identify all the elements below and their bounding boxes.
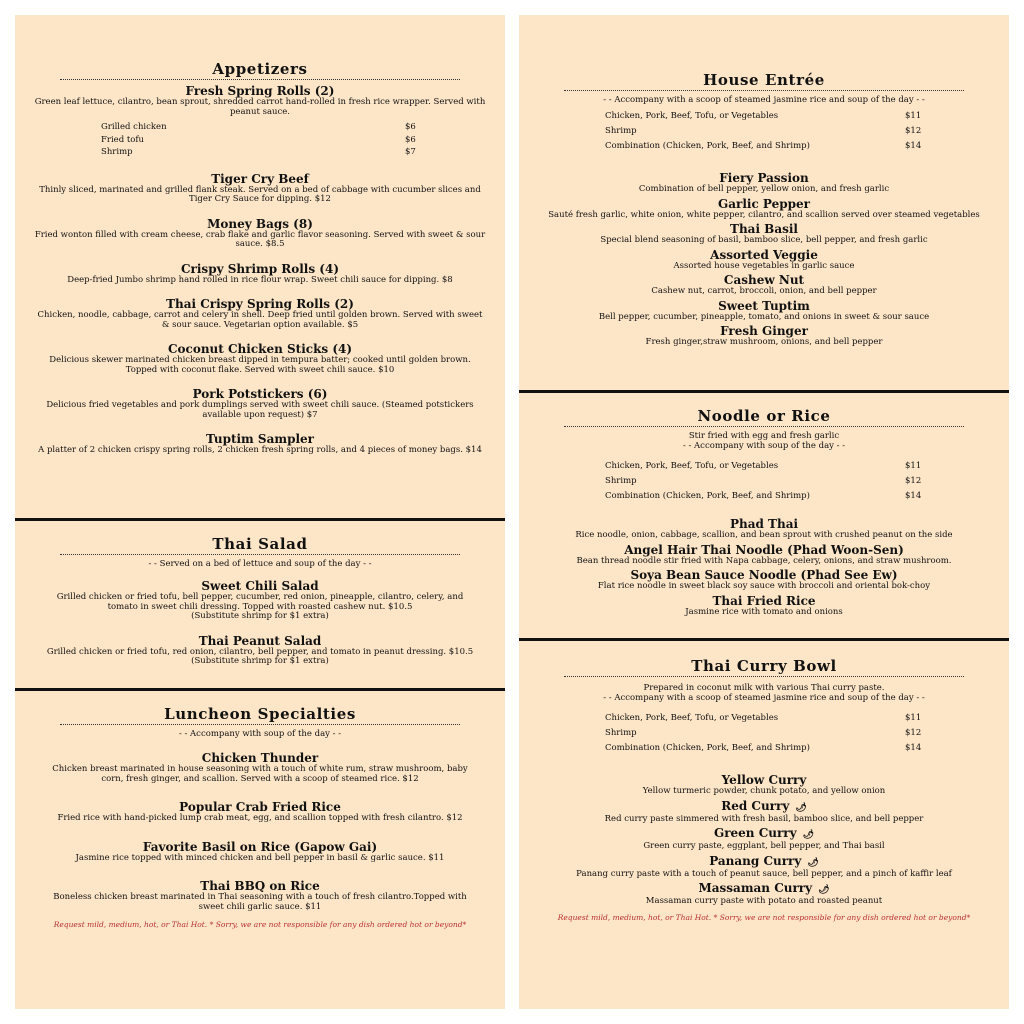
item-name: Fresh Spring Rolls (2) [185,84,335,98]
item-desc: Thinly sliced, marinated and grilled flank steak. Served on a bed of cabbage with cucumber slices and Tiger Cry Sauce for dipping. $12 [39,184,481,204]
item-name [519,855,1009,870]
menu-item [519,325,1009,348]
chili-pepper-icon: 🌶 [802,830,815,840]
option-price: $6 [405,134,416,145]
price-options [519,109,1009,154]
salad-title: Thai Salad [212,535,308,553]
luncheon-title: Luncheon Specialties [164,705,356,723]
item-name: Popular Crab Fried Rice [179,800,341,814]
curry-note-2: - - Accompany with a scoop of steamed jasmine rice and soup of the day - - [603,693,925,703]
item-name: Pork Potstickers (6) [192,387,328,401]
item-name: Angel Hair Thai Noodle (Phad Woon-Sen) [624,542,904,557]
item-desc: Special blend seasoning of basil, bamboo slice, bell pepper, and fresh garlic [600,235,928,245]
item-desc: Delicious skewer marinated chicken breast dipped in tempura batter; cooked until golden brown. Topped with coconut flake. Served with sweet chili sauce. $10 [49,355,471,375]
menu-item [519,249,1009,272]
item-desc: Jasmine rice with tomato and onions [685,606,843,617]
appetizers-title: Appetizers [212,60,308,78]
option-price: $12 [905,476,922,486]
dotted-rule [60,79,460,80]
item-desc: Green curry paste, eggplant, bell pepper, and Thai basil [643,841,885,851]
item-name: Thai Peanut Salad [198,633,322,648]
menu-item [519,172,1009,195]
menu-left-column [15,15,505,1009]
item-extra: (Substitute shrimp for $1 extra) [191,656,329,666]
item-desc: Jasmine rice topped with minced chicken and bell pepper in basil & garlic sauce. $11 [75,852,445,863]
house-title: House Entrée [703,71,825,89]
item-desc: Flat rice noodle in sweet black soy sauce with broccoli and oriental bok-choy [597,581,931,591]
curry-bowl-section [519,657,1009,923]
curry-title: Thai Curry Bowl [691,657,837,675]
option-price: $6 [405,122,416,132]
price-option [15,121,505,134]
item-name: Crispy Shrimp Rolls (4) [181,261,339,276]
item-desc: Chicken, noodle, cabbage, carrot and celery in shell. Deep fried until golden brown. Served with sweet & sour sauce. Vegetarian option available. $5 [37,310,483,330]
noodle-rice-section [519,407,1009,617]
option-price: $11 [905,111,922,121]
option-label: Combination (Chicken, Pork, Beef, and Shrimp) [605,141,810,151]
item-name: Tiger Cry Beef [211,171,309,186]
item-name: Thai Basil [730,222,798,236]
menu-item [519,198,1009,221]
item-extra: (Substitute shrimp for $1 extra) [191,611,329,621]
item-desc: Fresh ginger,straw mushroom, onions, and bell pepper [645,337,883,347]
price-option [519,124,1009,139]
curry-note-1: Prepared in coconut milk with various Thai curry paste. [643,683,885,693]
option-price: $12 [905,728,922,738]
item-desc: Fried rice with hand-picked lump crab meat, egg, and scallion topped with fresh cilantro. $12 [57,813,463,823]
price-options [519,459,1009,504]
menu-item [15,432,505,456]
option-price: $7 [405,147,416,157]
item-name: Sweet Chili Salad [201,579,319,593]
item-desc: Massaman curry paste with potato and roasted peanut [645,896,883,906]
section-divider [519,390,1009,393]
menu-item [519,827,1009,852]
noodle-note-2: - - Accompany with soup of the day - - [682,441,846,451]
option-label: Shrimp [605,126,637,136]
price-option [519,459,1009,474]
price-option [519,726,1009,741]
price-option [15,146,505,159]
option-label: Chicken, Pork, Beef, Tofu, or Vegetables [605,111,779,121]
item-name: Tuptim Sampler [206,432,314,446]
item-name: Garlic Pepper [717,196,811,211]
option-price: $12 [905,126,922,136]
menu-item [519,518,1009,541]
option-price: $11 [905,713,922,723]
menu-item [519,855,1009,880]
option-label: Shrimp [101,147,133,157]
item-name [519,827,1009,842]
spice-disclaimer: Request mild, medium, hot, or Thai Hot. * Sorry, we are not responsible for any dish ordered hot or beyond* [557,912,971,922]
house-entree-section [519,71,1009,348]
item-name: Cashew Nut [723,273,805,287]
price-option [519,474,1009,489]
menu-item [15,840,505,864]
item-desc: Deep-fried Jumbo shrimp hand rolled in rice flour wrap. Sweet chili sauce for dipping. $8 [67,274,453,285]
section-divider [15,688,505,691]
item-desc: Fried wonton filled with cream cheese, crab flake and garlic flavor seasoning. Served with sweet & sour sauce. $8.5 [34,229,486,249]
price-option [519,139,1009,154]
dotted-rule [564,676,964,677]
item-desc: Chicken breast marinated in house seasoning with a touch of white rum, straw mushroom, baby corn, fresh ginger, and scallion. Served with a scoop of steamed rice. $12 [52,764,468,784]
menu-item [519,300,1009,323]
price-option [519,741,1009,756]
chili-pepper-icon: 🌶 [807,857,819,868]
option-label: Shrimp [605,728,637,738]
luncheon-section [15,705,505,930]
price-option [519,711,1009,726]
menu-item [15,579,505,622]
item-desc: Panang curry paste with a touch of peanut sauce, bell pepper, and a pinch of kaffir leaf [576,868,952,879]
item-name: Favorite Basil on Rice (Gapow Gai) [142,839,378,854]
item-name: Assorted Veggie [710,247,818,262]
item-name: Thai Crispy Spring Rolls (2) [166,297,354,311]
item-name [519,800,1009,815]
item-desc: Boneless chicken breast marinated in Thai seasoning with a touch of fresh cilantro.Topped with sweet chili garlic sauce. $11 [53,892,467,912]
menu-item [519,274,1009,297]
menu-item [15,297,505,330]
dotted-rule [60,724,460,725]
item-name: Soya Bean Sauce Noodle (Phad See Ew) [630,568,898,582]
menu-item [15,387,505,420]
section-divider [15,518,505,521]
item-desc: Grilled chicken or fried tofu, red onion, cilantro, bell pepper, and tomato in peanut dressing. $10.5 [46,646,474,657]
item-desc: Delicious fried vegetables and pork dumplings served with sweet chili sauce. (Steamed potstickers available upon request) $7 [46,400,474,420]
price-option [519,109,1009,124]
option-label: Fried tofu [101,134,145,145]
house-note: - - Accompany with a scoop of steamed jasmine rice and soup of the day - - [603,95,925,105]
item-desc: Assorted house vegetables in garlic sauce [673,260,855,271]
item-desc: A platter of 2 chicken crispy spring rolls, 2 chicken fresh spring rolls, and 4 pieces of money bags. $14 [38,445,482,455]
option-label: Chicken, Pork, Beef, Tofu, or Vegetables [605,713,779,723]
option-price: $14 [905,491,922,501]
price-options [519,711,1009,756]
item-name: Fiery Passion [719,171,809,185]
menu-item [15,800,505,824]
option-price: $14 [905,141,922,151]
menu-item [519,800,1009,825]
price-option [519,489,1009,504]
item-name: Phad Thai [729,517,799,531]
item-desc: Rice noodle, onion, cabbage, scallion, and bean sprout with crushed peanut on the side [575,530,953,540]
item-name: Fresh Ginger [720,324,808,338]
option-label: Shrimp [605,476,637,486]
menu-item [519,882,1009,907]
item-desc: Combination of bell pepper, yellow onion, and fresh garlic [638,184,890,194]
item-name-text: Massaman Curry [698,881,813,895]
option-label: Combination (Chicken, Pork, Beef, and Shrimp) [605,743,810,753]
menu-item [519,774,1009,797]
item-desc: Cashew nut, carrot, broccoli, onion, and bell pepper [651,286,877,296]
item-name [519,882,1009,897]
menu-item [15,84,505,117]
item-name: Thai BBQ on Rice [200,879,320,893]
menu-item [15,172,505,205]
item-name-text: Green Curry [713,826,797,840]
chili-pepper-icon: 🌶 [795,802,807,813]
item-name: Chicken Thunder [201,751,319,765]
dotted-rule [60,554,460,555]
dotted-rule [564,426,964,427]
option-label: Chicken, Pork, Beef, Tofu, or Vegetables [605,461,779,471]
item-desc: Grilled chicken or fried tofu, bell pepper, cucumber, red onion, pineapple, cilantro, celery, and tomato in sweet chili dressing. Topped with roasted cashew nut. $10.5 [56,592,464,612]
menu-item [519,223,1009,246]
menu-item [519,544,1009,567]
option-label: Combination (Chicken, Pork, Beef, and Shrimp) [605,491,810,501]
item-desc: Green leaf lettuce, cilantro, bean sprout, shredded carrot hand-rolled in fresh rice wrapper. Served with peanut sauce. [34,97,486,117]
section-divider [519,638,1009,641]
option-label: Grilled chicken [101,122,167,132]
menu-right-column [519,15,1009,1009]
salad-note: - - Served on a bed of lettuce and soup of the day - - [148,559,372,569]
dotted-rule [564,90,964,91]
item-name: Coconut Chicken Sticks (4) [167,342,353,356]
item-desc: Red curry paste simmered with fresh basil, bamboo slice, and bell pepper [604,813,924,824]
item-desc: Yellow turmeric powder, chunk potato, and yellow onion [642,786,886,796]
price-options [15,121,505,159]
spice-disclaimer: Request mild, medium, hot, or Thai Hot. * Sorry, we are not responsible for any dish ordered hot or beyond* [53,920,467,929]
menu-item [15,751,505,784]
menu-item [519,569,1009,592]
item-name: Money Bags (8) [207,216,313,231]
item-desc: Bean thread noodle stir fried with Napa cabbage, celery, onions, and straw mushroom. [576,555,952,566]
chili-pepper-icon: 🌶 [818,885,830,895]
noodle-title: Noodle or Rice [697,407,831,425]
menu-item [15,342,505,375]
menu-item [519,595,1009,618]
menu-item [15,634,505,667]
item-name: Thai Fried Rice [712,593,816,608]
item-name-text: Red Curry [721,798,790,813]
price-option [15,134,505,147]
option-price: $11 [905,461,922,471]
item-desc: Bell pepper, cucumber, pineapple, tomato, and onions in sweet & sour sauce [598,311,930,322]
item-desc: Sauté fresh garlic, white onion, white pepper, cilantro, and scallion served over steamed vegetables [548,209,980,220]
menu-item [15,879,505,912]
noodle-note-1: Stir fried with egg and fresh garlic [688,431,840,441]
luncheon-note: - - Accompany with soup of the day - - [178,729,342,739]
item-name: Sweet Tuptim [718,298,810,313]
menu-item [15,262,505,286]
option-price: $14 [905,743,922,753]
appetizers-section [15,60,505,456]
menu-item [15,217,505,250]
item-name-text: Yellow Curry [721,773,807,787]
thai-salad-section [15,535,505,667]
item-name-text: Panang Curry [709,853,802,868]
